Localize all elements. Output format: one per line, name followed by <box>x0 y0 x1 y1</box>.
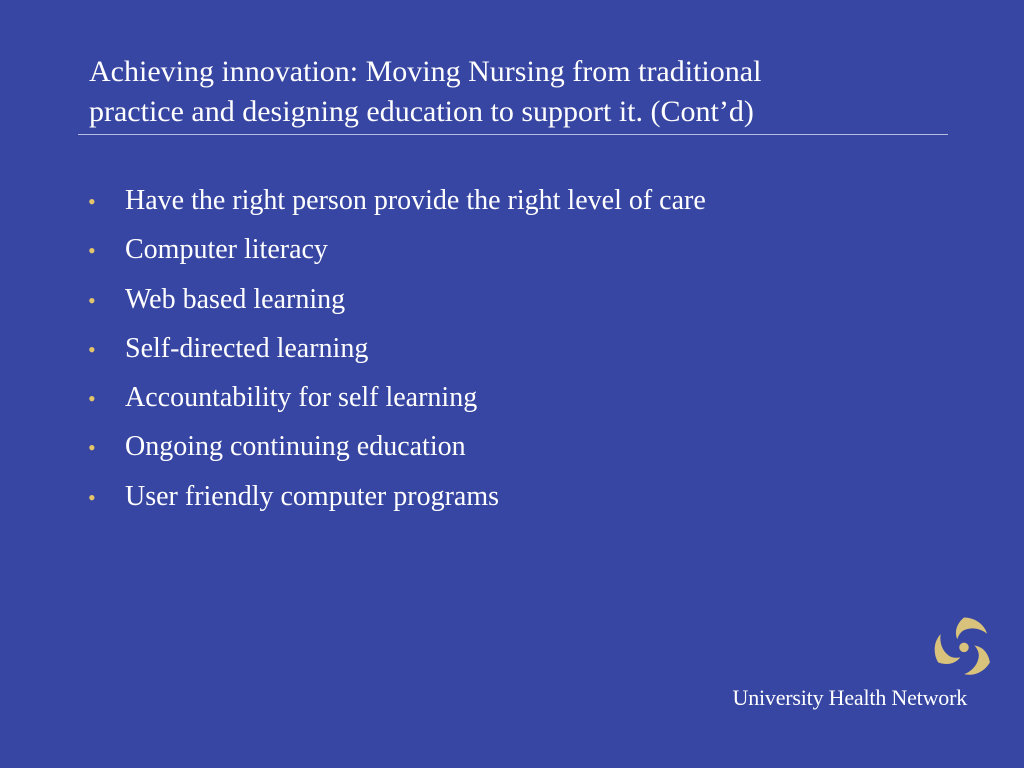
bullet-text: Ongoing continuing education <box>125 431 466 463</box>
slide-title-line-1: Achieving innovation: Moving Nursing from traditional <box>89 55 762 88</box>
bullet-icon: • <box>88 238 96 264</box>
bullet-icon: • <box>88 435 96 461</box>
bullet-text: Have the right person provide the right level of care <box>125 185 706 216</box>
slide-title-line-2: practice and designing education to support it. (Cont’d) <box>89 95 754 128</box>
bullet-text: Self-directed learning <box>125 332 369 364</box>
organization-logo-text: University Health Network <box>732 685 967 710</box>
bullet-text: Accountability for self learning <box>125 382 478 414</box>
bullet-item <box>88 373 706 422</box>
bullet-icon: • <box>88 189 96 214</box>
bullet-item <box>88 324 706 373</box>
bullet-item <box>88 472 706 521</box>
bullet-item <box>88 225 706 274</box>
bullet-item <box>88 422 706 471</box>
bullet-icon: • <box>88 484 96 510</box>
bullet-icon: • <box>88 287 96 313</box>
slide-title <box>89 52 949 132</box>
swirl-logo-icon <box>930 612 998 680</box>
bullet-item <box>88 176 706 225</box>
bullet-text: User friendly computer programs <box>125 480 499 512</box>
bullet-icon: • <box>88 336 96 362</box>
bullet-item <box>88 275 706 324</box>
title-divider <box>78 134 948 135</box>
bullet-list <box>88 176 706 521</box>
bullet-text: Web based learning <box>125 283 346 315</box>
bullet-text: Computer literacy <box>125 234 328 266</box>
bullet-icon: • <box>88 386 96 412</box>
